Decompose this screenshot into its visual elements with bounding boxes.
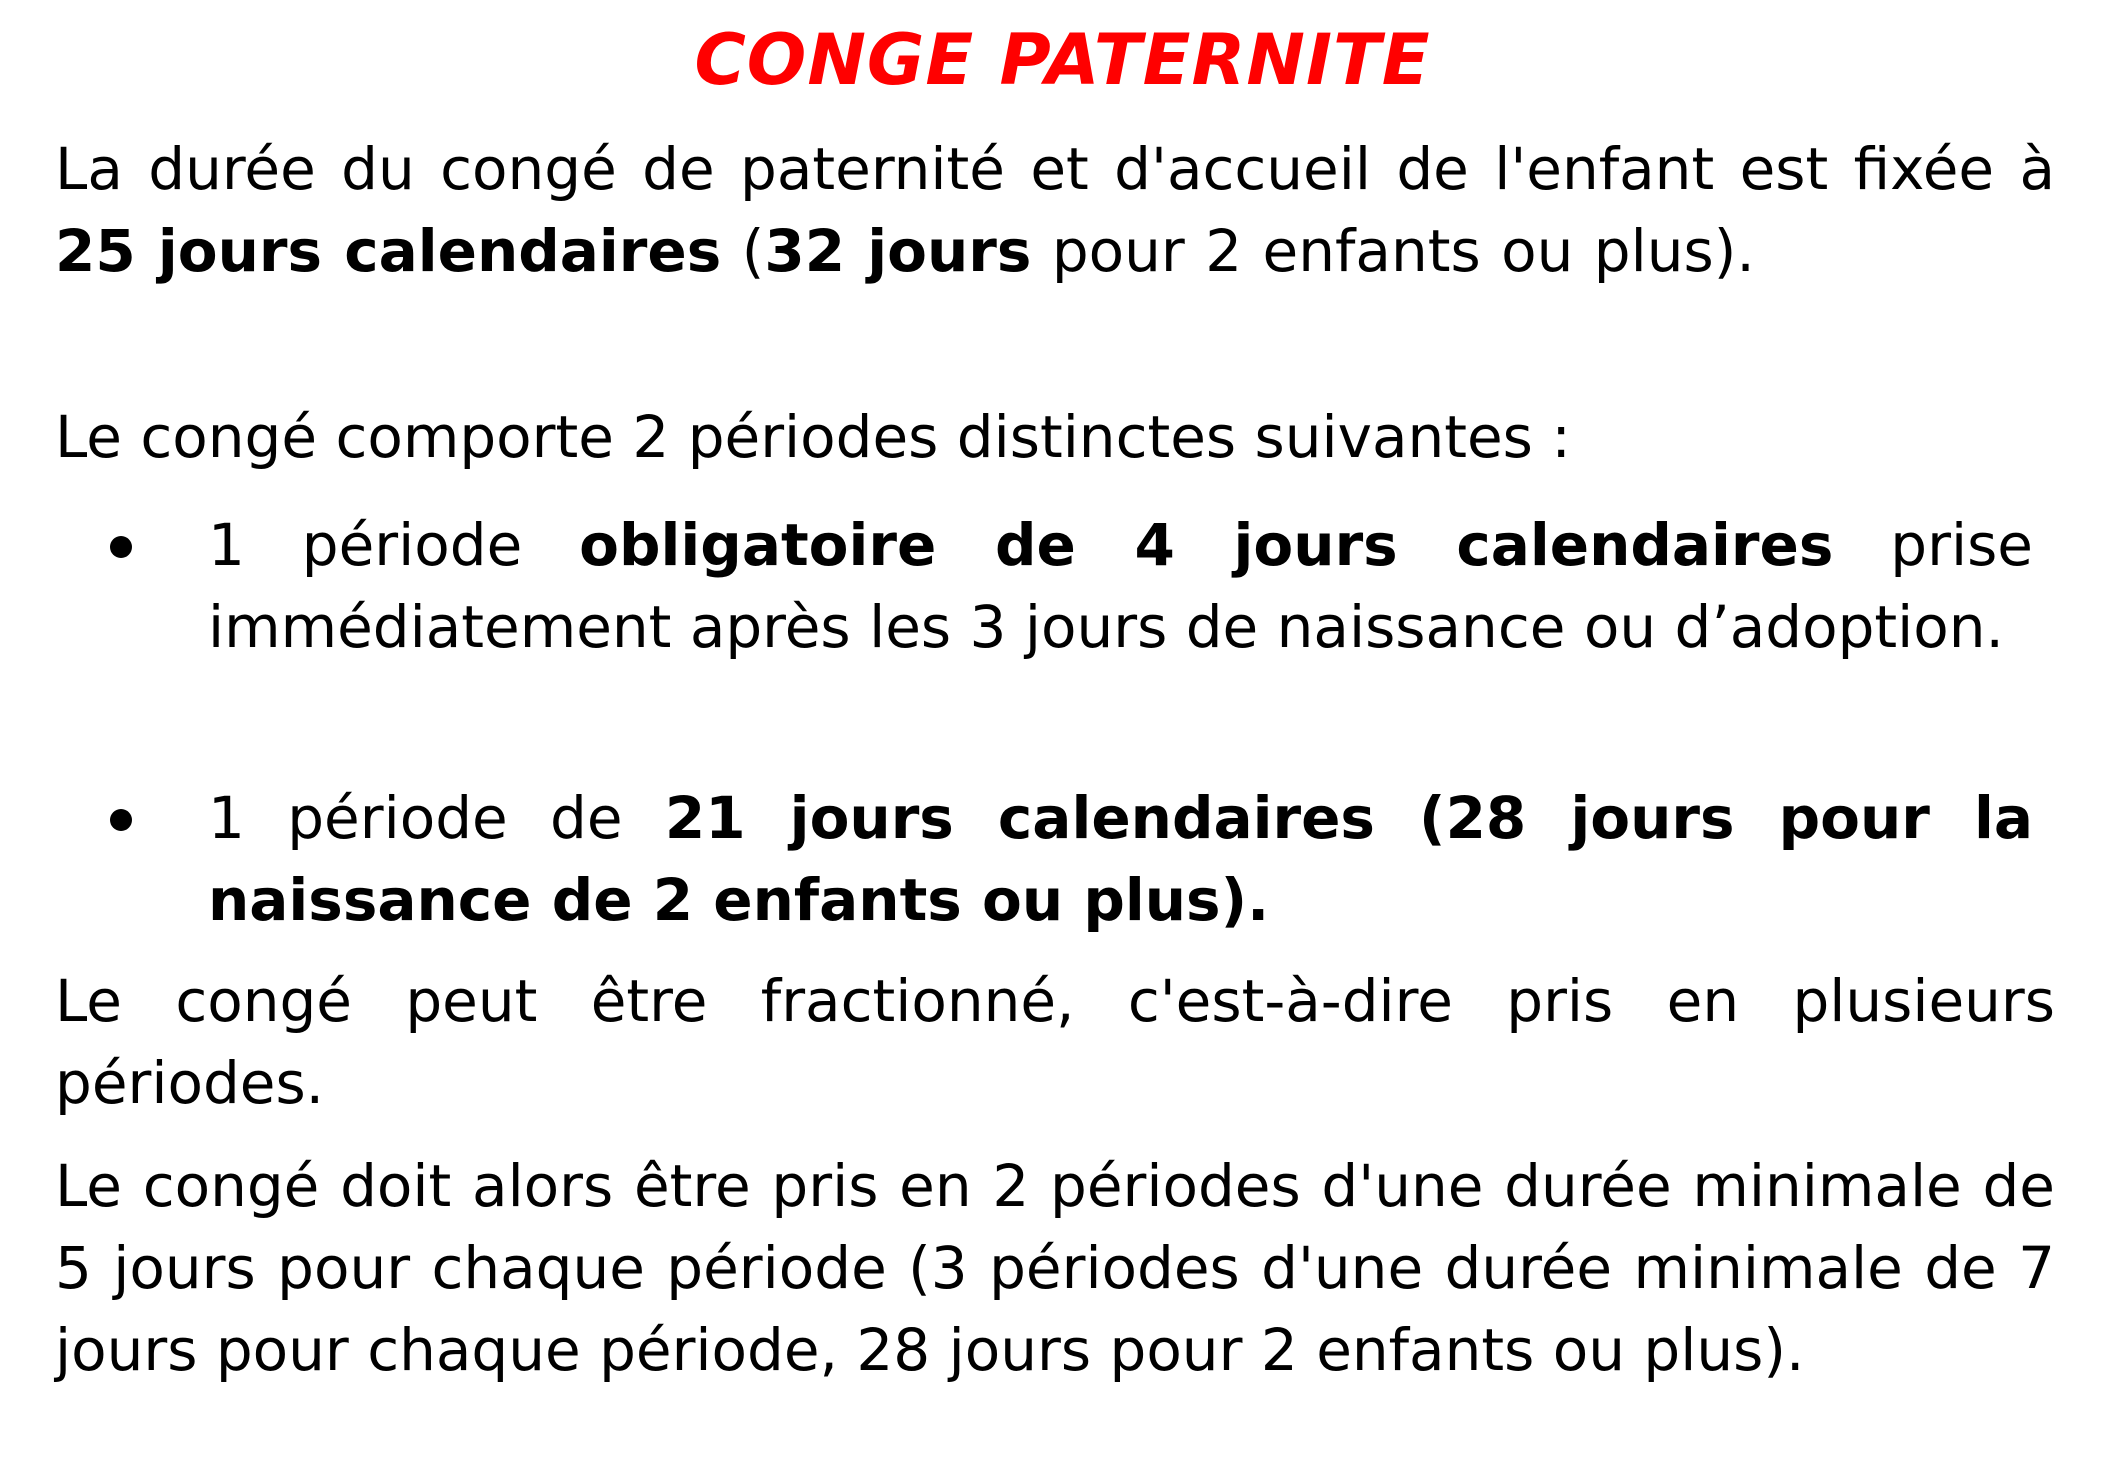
paragraph-duration-text-3: pour 2 enfants ou plus). <box>1031 217 1755 285</box>
paragraph-duration-bold-2: 32 jours <box>764 217 1032 285</box>
list-item-bold-1: 21 jours calendaires (28 jours pour la naissance de 2 enfants ou plus). <box>208 784 2033 934</box>
list-item-text-2: prise immédiatement après les 3 jours de naissance ou d’adoption. <box>208 511 2033 661</box>
list-item-text-1: 1 période <box>208 511 580 579</box>
paragraph-duration <box>55 128 2055 292</box>
paragraph-split-leave: Le congé peut être fractionné, c'est-à-dire pris en plusieurs périodes. <box>55 967 2055 1117</box>
paragraph-duration-bold-1: 25 jours calendaires <box>55 217 722 285</box>
page-title: CONGE PATERNITE <box>694 19 1431 101</box>
list-item-bold-1: obligatoire de 4 jours calendaires <box>579 511 1834 579</box>
list-item-text <box>208 777 2033 941</box>
list-item-text <box>208 504 2033 668</box>
paragraph-duration-text-1: La durée du congé de paternité et d'accueil de l'enfant est fixée à <box>55 135 2055 203</box>
paragraph-duration-text-2: ( <box>721 217 765 285</box>
bullet-icon <box>110 536 132 558</box>
paragraph-periods-intro: Le congé comporte 2 périodes distinctes suivantes : <box>55 403 1571 471</box>
bullet-icon <box>110 809 132 831</box>
paragraph-minimum-duration: Le congé doit alors être pris en 2 périodes d'une durée minimale de 5 jours pour chaque période (3 périodes d'une durée minimale de 7 jours pour chaque période, 28 jours pour 2 enfants ou plus). <box>55 1152 2055 1384</box>
list-item-text-1: 1 période de <box>208 784 665 852</box>
